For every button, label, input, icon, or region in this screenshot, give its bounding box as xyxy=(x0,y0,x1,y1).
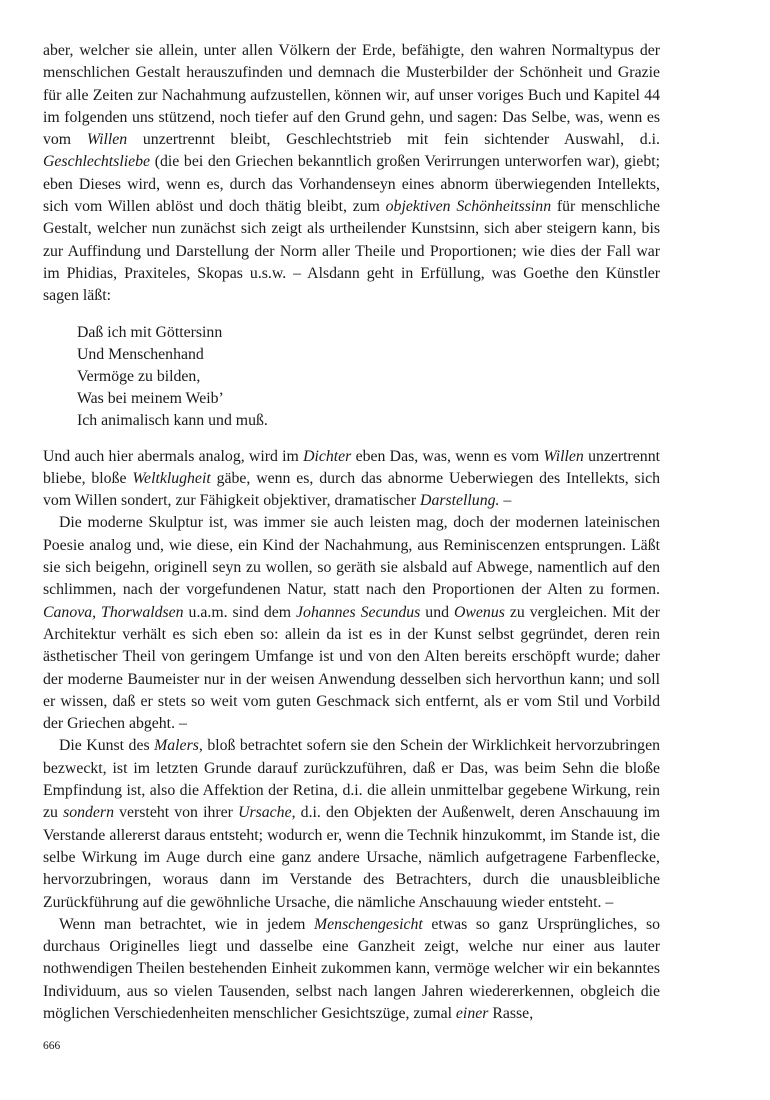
emphasis-text: Weltklugheit xyxy=(132,469,211,487)
text-run: etwas so ganz Ursprüngliches, so durchaus Originelles liegt und dasselbe eine Ganzheit zeigt, welche nur einer aus lauter nothwendigen Theilen bestehenden Einheit zukommen kann, vermöge welcher wir ein bekanntes Individuum, aus so vielen Tausenden, selbst nach langen Jahren wiedererkennen, obgleich die möglichen Verschiedenheiten menschlicher Gesichtszüge, zumal xyxy=(43,915,660,1022)
text-run: unzertrennt bliebe, bloße xyxy=(43,447,660,487)
text-run: versteht von ihrer xyxy=(113,804,239,822)
emphasis-text: Willen xyxy=(86,131,128,149)
paragraph-p2 xyxy=(43,446,660,513)
emphasis-text: objektiven Schönheitssinn xyxy=(385,198,552,216)
verse-quotation xyxy=(77,322,660,432)
text-run: – xyxy=(499,492,512,510)
verse-line: Vermöge zu bilden, xyxy=(77,367,201,385)
paragraph-p1 xyxy=(43,40,660,308)
emphasis-text: Canova, Thorwaldsen xyxy=(43,603,184,621)
emphasis-text: Geschlechtsliebe xyxy=(43,153,151,171)
document-page xyxy=(43,40,660,1025)
emphasis-text: Malers xyxy=(154,737,199,755)
verse-line: Und Menschenhand xyxy=(77,345,204,363)
emphasis-text: sondern xyxy=(63,804,114,822)
paragraph-p5 xyxy=(43,914,660,1025)
verse-line: Ich animalisch kann und muß. xyxy=(77,411,268,429)
text-run: , d.i. den Objekten der Außenwelt, deren Anschauung im Verstande allererst daraus entsteht; wodurch er, wenn die Technik hinzukommt, im Stande ist, die selbe Wirkung im Auge durch eine ganz andere Ursache, nämlich aufgetragene Farbenflecke, hervorzubringen, woraus dann im Verstande des Betrachters, durch die unausbleibliche Zurückführung auf die gewöhnliche Ursache, die nämliche Anschauung wieder entsteht. – xyxy=(43,804,660,911)
text-run: und xyxy=(420,603,454,621)
emphasis-text: Dichter xyxy=(303,447,352,465)
text-run: Die Kunst des xyxy=(59,737,155,755)
text-run: (die bei den Griechen bekanntlich großen Verirrungen unterworfen war), giebt; eben Dieses wird, wenn es, durch das Vorhandenseyn eines abnorm überwiegenden Intellekts, sich vom Willen ablöst und doch thätig bleibt, zum xyxy=(43,153,660,216)
text-run: für menschliche Gestalt, welcher nun zunächst sich zeigt als urtheilender Kunstsinn, sich aber steigern kann, bis zur Auffindung und Darstellung der Norm aller Theile und Proportionen; wie dies der Fall war im Phidias, Praxiteles, Skopas u.s.w. – Alsdann geht in Erfüllung, was Goethe den Künstler sagen läßt: xyxy=(43,198,660,305)
emphasis-text: Darstellung. xyxy=(420,492,500,510)
text-run: unzertrennt bleibt, Geschlechtstrieb mit fein sichtender Auswahl, d.i. xyxy=(127,131,660,149)
emphasis-text: einer xyxy=(455,1004,489,1022)
text-block-before-verse xyxy=(43,40,660,308)
text-run: , bloß betrachtet sofern sie den Schein der Wirklichkeit hervorzubringen bezweckt, ist im letzten Grunde darauf zurückzuführen, daß er Das, was beim Sehn die bloße Empfindung ist, also die Affektion der Retina, d.i. die allein unmittelbar gegebene Wirkung, rein zu xyxy=(43,737,660,822)
text-run: gäbe, wenn es, durch das abnorme Ueberwiegen des Intellekts, sich vom Willen sondert, zur Fähigkeit objektiver, dramatischer xyxy=(43,469,660,510)
text-run: aber, welcher sie allein, unter allen Völkern der Erde, befähigte, den wahren Normaltypus der menschlichen Gestalt herauszufinden und demnach die Musterbilder der Schönheit und Grazie für alle Zeiten zur Nachahmung aufzustellen, können wir, auf unser voriges Buch und Kapitel 44 im folgenden uns stützend, noch tiefer auf den Grund gehn, und sagen: Das Selbe, was, wenn es vom xyxy=(43,42,660,149)
emphasis-text: Menschengesicht xyxy=(314,915,423,933)
emphasis-text: Owenus xyxy=(453,603,505,621)
page-number: 666 xyxy=(43,1040,61,1052)
text-block-after-verse xyxy=(43,446,660,1026)
paragraph-p4 xyxy=(43,735,660,913)
verse-line: Daß ich mit Göttersinn xyxy=(77,323,223,341)
emphasis-text: Willen xyxy=(543,447,584,465)
text-run: u.a.m. sind dem xyxy=(183,603,297,621)
text-run: Und auch hier abermals analog, wird im xyxy=(43,447,304,465)
text-run: Wenn man betrachtet, wie in jedem xyxy=(59,915,314,933)
emphasis-text: Ursache xyxy=(238,804,292,822)
emphasis-text: Johannes Secundus xyxy=(296,603,421,621)
text-run: Die moderne Skulptur ist, was immer sie auch leisten mag, doch der modernen lateinischen Poesie analog und, wie diese, ein Kind der Nachahmung, aus Reminiscenzen entsprungen. Läßt sie sich beigehn, originell seyn zu wollen, so geräth sie alsbald auf Abwege, namentlich auf den schlimmen, nach der vorgefundenen Natur, statt nach den Proportionen der Alten zu formen. xyxy=(43,514,660,599)
text-run: zu vergleichen. Mit der Architektur verhält es sich eben so: allein da ist es in der Kunst selbst gegründet, deren rein ästhetischer Theil von geringem Umfange ist und von den Alten bereits erschöpft wurde; daher der moderne Baumeister nur in der weisen Anwendung desselben sich hervorthun kann; und soll er wissen, daß er stets so weit vom guten Geschmack sich entfernt, als er vom Stil und Vorbild der Griechen abgeht. – xyxy=(43,603,660,733)
verse-line: Was bei meinem Weib’ xyxy=(77,389,224,407)
text-run: Rasse, xyxy=(488,1004,534,1022)
text-run: eben Das, was, wenn es vom xyxy=(351,447,544,465)
paragraph-p3 xyxy=(43,512,660,735)
